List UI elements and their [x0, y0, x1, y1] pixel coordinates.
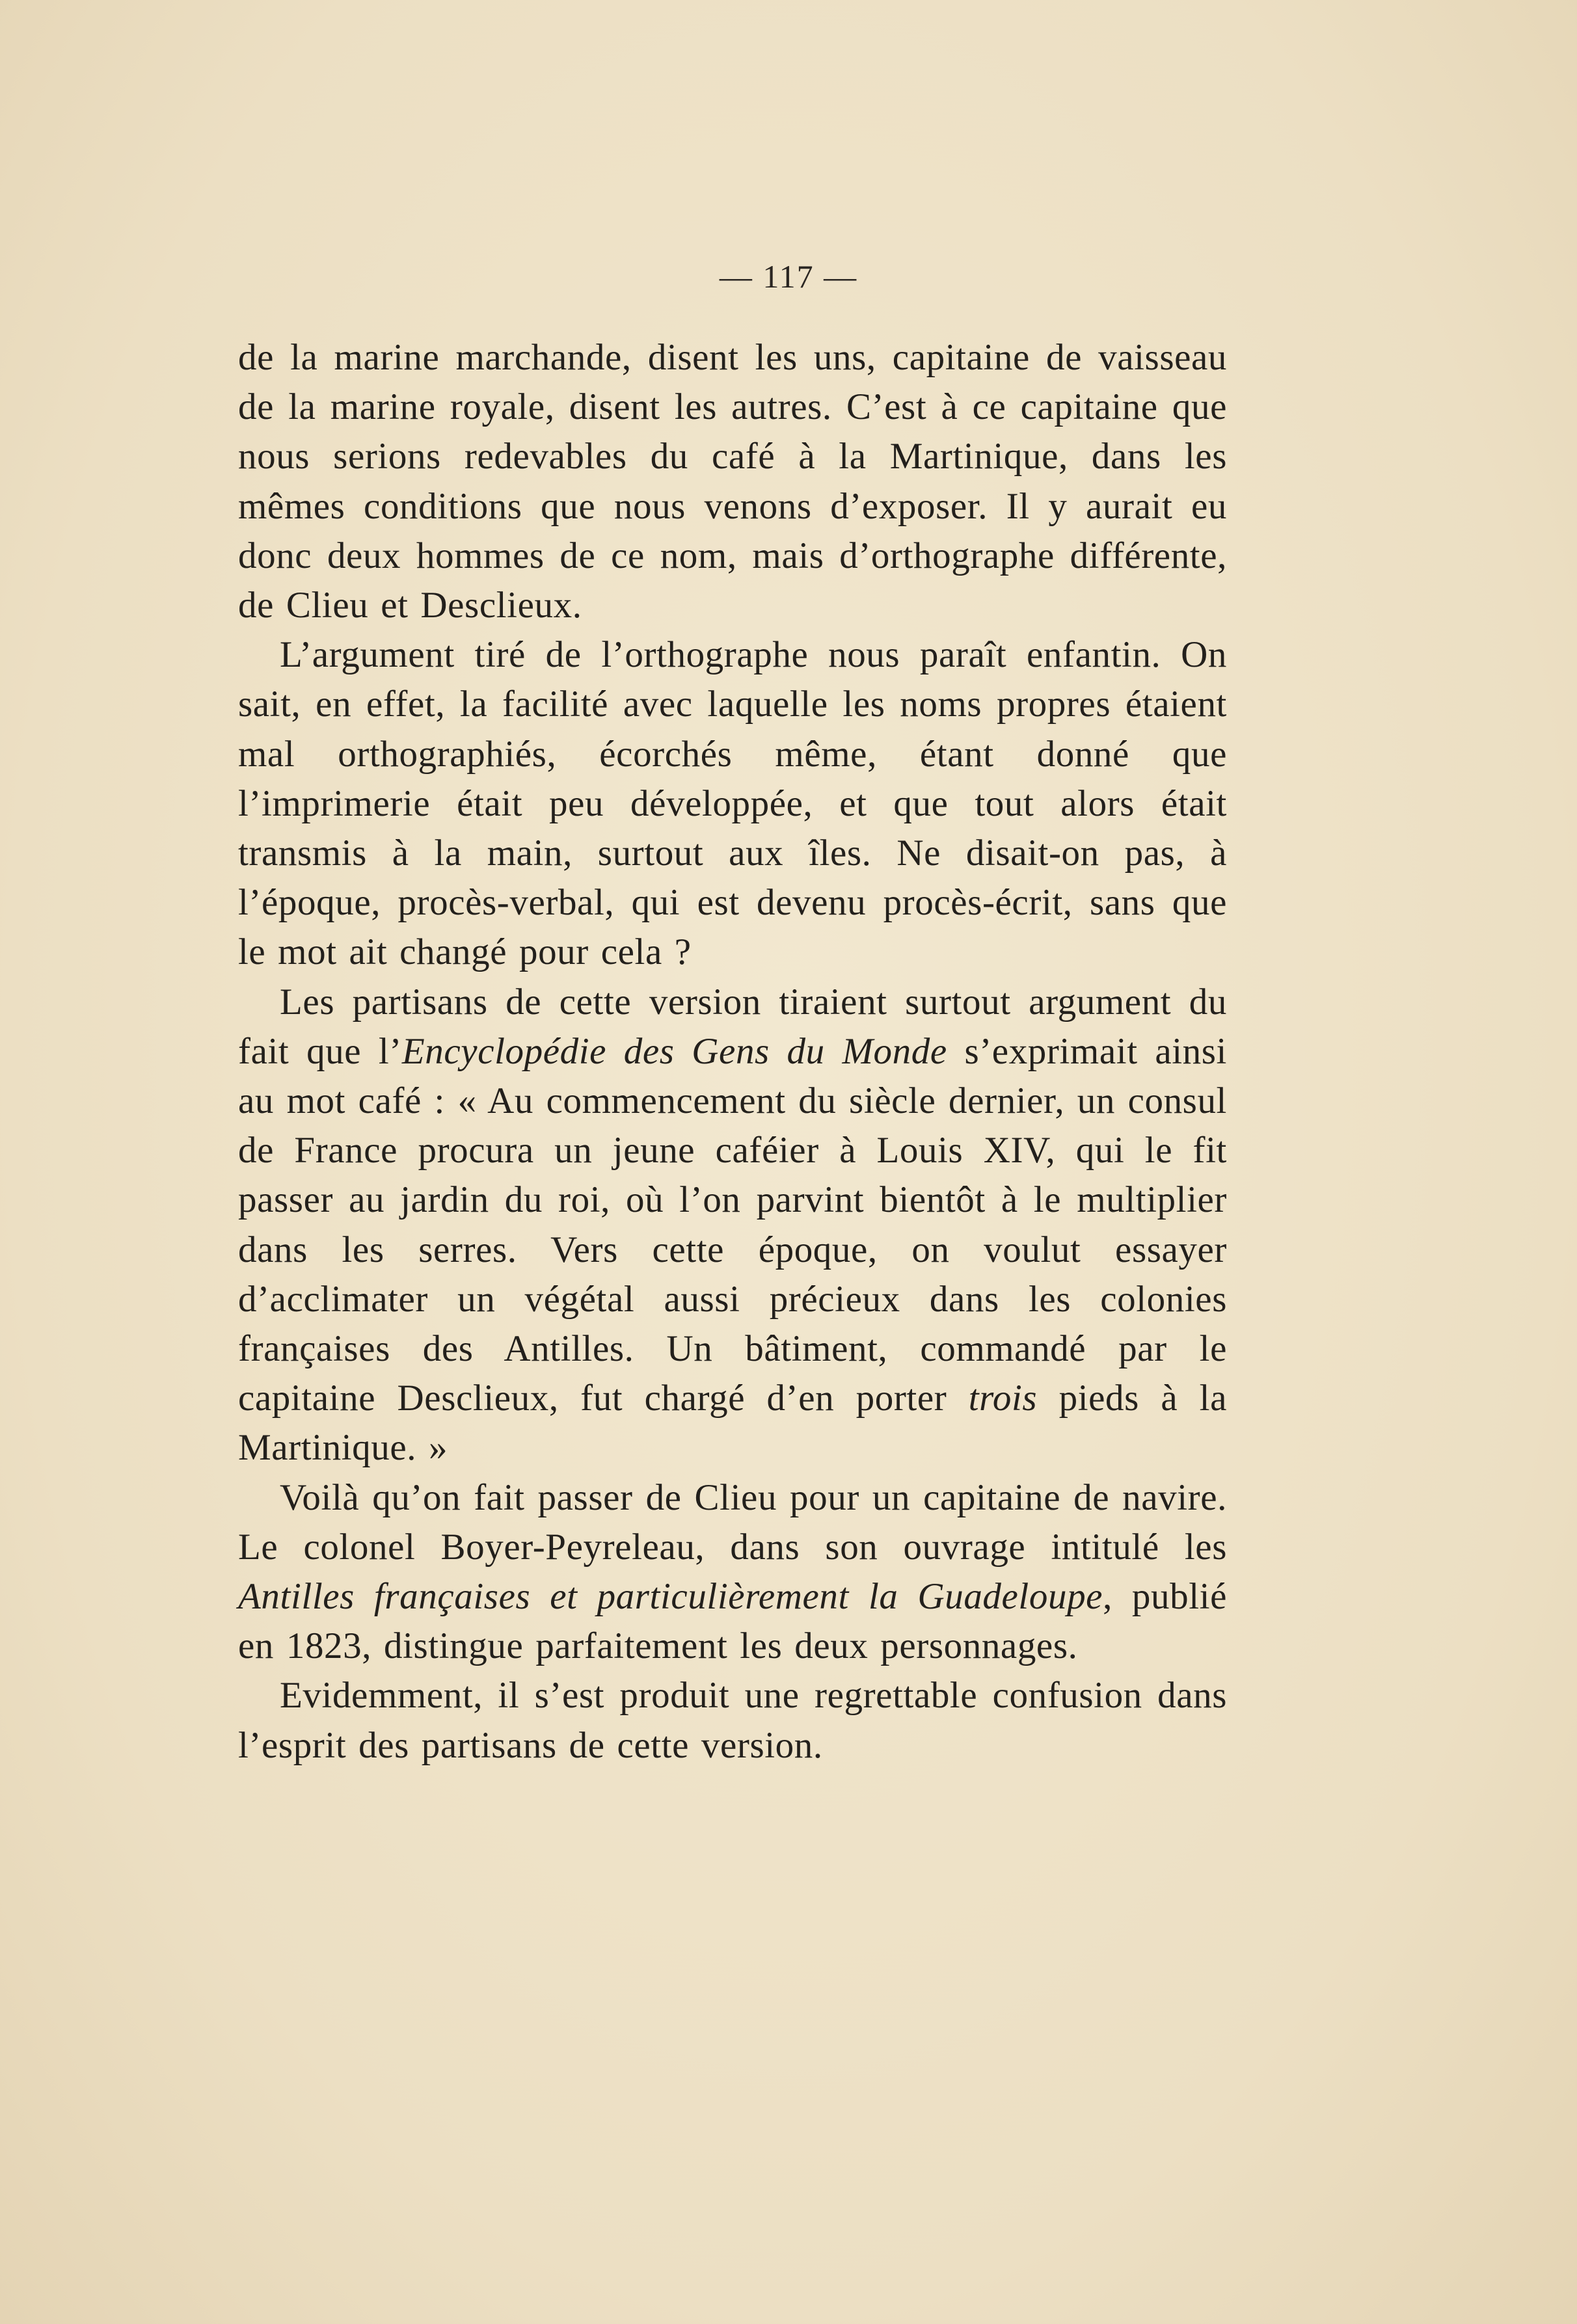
text-span: , publié en 1823, distingue parfaitement les deux personnages. [238, 1576, 1227, 1667]
text-span: L’argument tiré de l’orthographe nous paraît enfantin. On sait, en effet, la facilité avec laquelle les noms propres étaient mal orthographiés, écorchés même, étant donné que l’imprimerie était peu développée, et que tout alors était transmis à la main, surtout aux îles. Ne disait-on pas, à l’époque, procès-verbal, qui est devenu procès-écrit, sans que le mot ait changé pour cela ? [238, 634, 1227, 973]
paragraph [238, 333, 1227, 630]
paragraph [238, 1473, 1227, 1672]
paragraph [238, 630, 1227, 977]
text-span: s’exprimait ainsi au mot café : « Au commencement du siècle dernier, un consul de France procura un jeune caféier à Louis XIV, qui le fit passer au jardin du roi, où l’on parvint bientôt à le multiplier dans les serres. Vers cette époque, on voulut essayer d’acclimater un végétal aussi précieux dans les colonies françaises des Antilles. Un bâtiment, commandé par le capitaine Desclieux, fut chargé d’en porter [238, 1030, 1227, 1419]
text-span: Evidemment, il s’est produit une regrettable confusion dans l’esprit des partisans de cette version. [238, 1675, 1227, 1766]
paragraph [238, 978, 1227, 1473]
text-span: pieds à la Martinique. » [238, 1378, 1227, 1469]
body-text [238, 333, 1227, 1770]
paragraph [238, 1671, 1227, 1770]
italic-title: Encyclopédie des Gens du Monde [401, 1030, 947, 1072]
italic-title: Antilles françaises et particulièrement la Guadeloupe [238, 1576, 1103, 1618]
text-span: Voilà qu’on fait passer de Clieu pour un capitaine de navire. Le colonel Boyer-Peyreleau, dans son ouvrage intitulé les [238, 1476, 1227, 1568]
italic-word: trois [968, 1378, 1038, 1419]
text-span: de la marine marchande, disent les uns, capitaine de vaisseau de la marine royale, disent les autres. C’est à ce capitaine que nous serions redevables du café à la Martinique, dans les mêmes conditions que nous venons d’exposer. Il y aurait eu donc deux hommes de ce nom, mais d’orthographe différente, de Clieu et Desclieux. [238, 337, 1227, 626]
text-span: Les partisans de cette version tiraient surtout argument du fait que l’ [238, 981, 1227, 1072]
page-number: — 117 — [719, 258, 858, 295]
